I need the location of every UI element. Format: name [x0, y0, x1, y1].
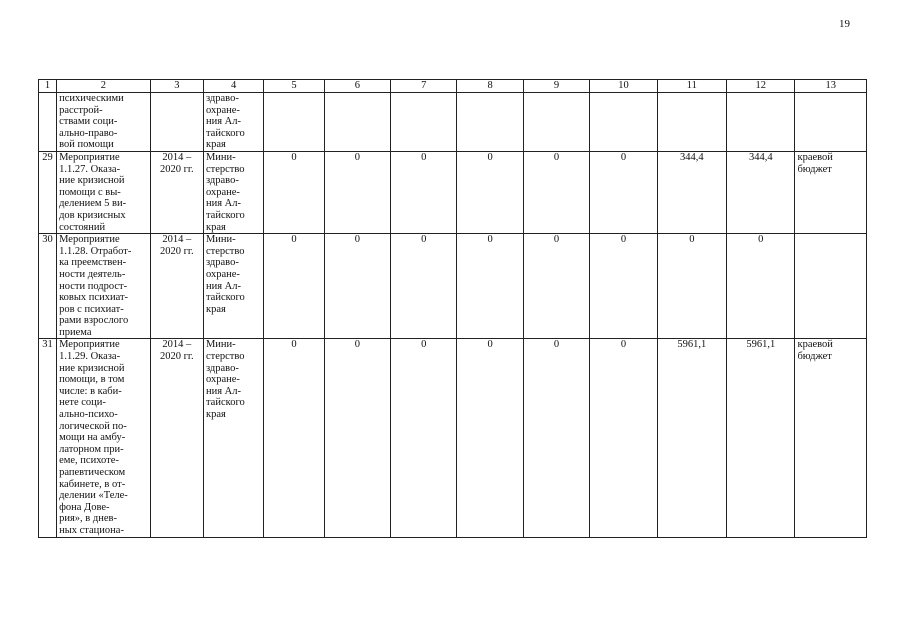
value-cell: 0: [523, 339, 589, 537]
row-number-cell: 30: [39, 234, 57, 339]
funding-source-cell: краевой бюджет: [795, 151, 867, 233]
value-cell: [523, 93, 589, 152]
column-number-row: [39, 80, 867, 93]
value-cell: 0: [590, 339, 657, 537]
column-header: 12: [727, 80, 795, 93]
row-number-cell: 29: [39, 151, 57, 233]
value-cell: 344,4: [727, 151, 795, 233]
value-cell: 0: [324, 151, 390, 233]
value-cell: 0: [264, 234, 324, 339]
column-header: 13: [795, 80, 867, 93]
column-header: 3: [150, 80, 203, 93]
value-cell: 0: [457, 151, 523, 233]
value-cell: 0: [391, 339, 457, 537]
period-cell: 2014 – 2020 гг.: [150, 151, 203, 233]
value-cell: 0: [657, 234, 726, 339]
value-cell: [590, 93, 657, 152]
column-header: 5: [264, 80, 324, 93]
executor-cell: Мини- стерство здраво- охране- ния Ал- тайского края: [203, 339, 263, 537]
page-number: 19: [839, 18, 850, 30]
executor-cell: Мини- стерство здраво- охране- ния Ал- тайского края: [203, 234, 263, 339]
measure-name-cell: психическими расстрой- ствами соци- ально-право- вой помощи: [57, 93, 151, 152]
value-cell: 0: [391, 234, 457, 339]
period-cell: [150, 93, 203, 152]
table-row: [39, 151, 867, 233]
value-cell: [457, 93, 523, 152]
column-header: 10: [590, 80, 657, 93]
row-number-cell: [39, 93, 57, 152]
value-cell: 0: [727, 234, 795, 339]
column-header: 2: [57, 80, 151, 93]
table-row: [39, 339, 867, 537]
value-cell: 0: [590, 234, 657, 339]
column-header: 11: [657, 80, 726, 93]
value-cell: 0: [391, 151, 457, 233]
value-cell: [391, 93, 457, 152]
value-cell: 0: [523, 151, 589, 233]
value-cell: 0: [324, 234, 390, 339]
funding-source-cell: [795, 234, 867, 339]
column-header: 1: [39, 80, 57, 93]
column-header: 7: [391, 80, 457, 93]
column-header: 4: [203, 80, 263, 93]
funding-source-cell: [795, 93, 867, 152]
executor-cell: здраво- охране- ния Ал- тайского края: [203, 93, 263, 152]
value-cell: [657, 93, 726, 152]
period-cell: 2014 – 2020 гг.: [150, 339, 203, 537]
value-cell: 0: [264, 151, 324, 233]
value-cell: 5961,1: [657, 339, 726, 537]
value-cell: [264, 93, 324, 152]
column-header: 6: [324, 80, 390, 93]
measure-name-cell: Мероприятие 1.1.27. Оказа- ние кризисной помощи с вы- делением 5 ви- дов кризисных состояний: [57, 151, 151, 233]
measure-name-cell: Мероприятие 1.1.29. Оказа- ние кризисной помощи, в том числе: в каби- нете соци- ально-психо- логической по- мощи на амбу- латорном при- еме, психоте- рапевтическом кабинете, в от- делении «Теле- фона Дове- рия», в днев- ных стациона-: [57, 339, 151, 537]
table-row: [39, 234, 867, 339]
executor-cell: Мини- стерство здраво- охране- ния Ал- тайского края: [203, 151, 263, 233]
value-cell: 0: [457, 234, 523, 339]
value-cell: 0: [590, 151, 657, 233]
value-cell: 0: [324, 339, 390, 537]
value-cell: [727, 93, 795, 152]
value-cell: 344,4: [657, 151, 726, 233]
row-number-cell: 31: [39, 339, 57, 537]
funding-source-cell: краевой бюджет: [795, 339, 867, 537]
table-row-continuation: [39, 93, 867, 152]
value-cell: 0: [457, 339, 523, 537]
period-cell: 2014 – 2020 гг.: [150, 234, 203, 339]
value-cell: 0: [264, 339, 324, 537]
program-table: [38, 79, 867, 538]
column-header: 8: [457, 80, 523, 93]
value-cell: 0: [523, 234, 589, 339]
measure-name-cell: Мероприятие 1.1.28. Отработ- ка преемствен- ности деятель- ности подрост- ковых психиат- ров с психиат- рами взрослого приема: [57, 234, 151, 339]
value-cell: [324, 93, 390, 152]
value-cell: 5961,1: [727, 339, 795, 537]
column-header: 9: [523, 80, 589, 93]
